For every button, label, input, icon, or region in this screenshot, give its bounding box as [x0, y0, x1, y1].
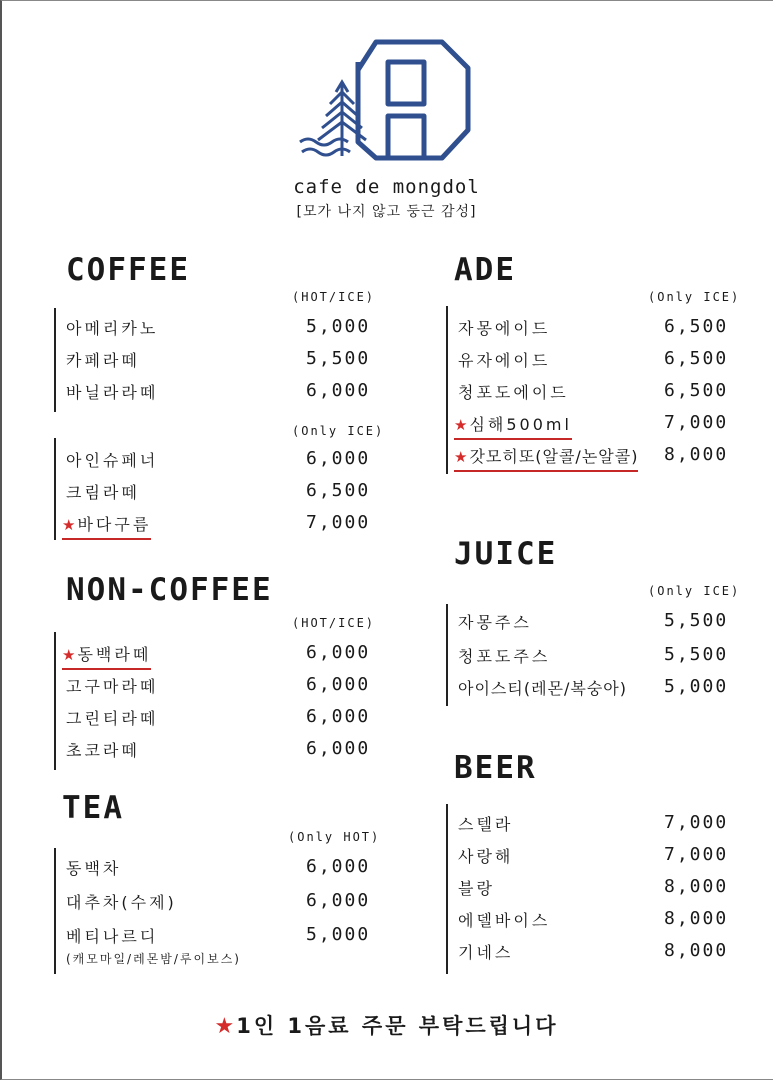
tea-note: (Only HOT) — [288, 830, 381, 844]
item-price: 5,500 — [664, 610, 729, 631]
item-price: 6,000 — [306, 856, 371, 877]
item-name: 바닐라라떼 — [66, 383, 159, 402]
item-price: 5,000 — [306, 316, 371, 337]
item-name: 자몽주스 — [458, 613, 532, 632]
brand-tagline: [모가 나지 않고 둥근 감성] — [296, 204, 477, 220]
item-price: 6,000 — [306, 674, 371, 695]
item-price: 6,500 — [664, 380, 729, 401]
juice-title: JUICE — [454, 536, 558, 572]
mongdol-logo — [296, 38, 476, 164]
item-name: 자몽에이드 — [458, 319, 551, 338]
item-name: 블랑 — [458, 879, 495, 898]
item-name: 그린티라떼 — [66, 709, 159, 728]
star-icon: ★ — [214, 1014, 235, 1039]
item-name: 바다구름 — [77, 515, 152, 534]
item-price: 6,000 — [306, 380, 371, 401]
order-notice — [0, 1010, 773, 1040]
ade-note: (Only ICE) — [648, 290, 741, 304]
noncoffee-note: (HOT/ICE) — [292, 616, 376, 630]
tea-title: TEA — [62, 790, 124, 826]
item-price: 5,500 — [664, 644, 729, 665]
coffee-note-hot-ice: (HOT/ICE) — [292, 290, 376, 304]
item-name: 아인슈페너 — [66, 451, 159, 470]
item-price: 8,000 — [664, 908, 729, 929]
item-price: 5,500 — [306, 348, 371, 369]
item-name: 사랑해 — [458, 847, 514, 866]
item-name: 동백차 — [66, 859, 122, 878]
coffee-title: COFFEE — [66, 252, 190, 288]
star-icon: ★ — [454, 448, 468, 466]
star-icon: ★ — [62, 516, 76, 534]
juice-bar — [446, 604, 448, 706]
item-name: 갓모히또(알콜/논알콜) — [469, 447, 639, 466]
tea-bar — [54, 848, 56, 974]
star-icon: ★ — [454, 416, 468, 434]
item-name: 기네스 — [458, 943, 514, 962]
item-name-highlight — [454, 412, 572, 440]
item-price: 7,000 — [306, 512, 371, 533]
item-price: 8,000 — [664, 940, 729, 961]
beer-bar — [446, 804, 448, 974]
item-name: 스텔라 — [458, 815, 514, 834]
item-name: 아메리카노 — [66, 319, 159, 338]
item-price: 5,000 — [664, 676, 729, 697]
coffee-group1-bar — [54, 308, 56, 412]
item-price: 6,000 — [306, 706, 371, 727]
coffee-note-only-ice: (Only ICE) — [292, 424, 385, 438]
order-notice-text: 1인 1음료 주문 부탁드립니다 — [236, 1014, 559, 1038]
item-price: 8,000 — [664, 444, 729, 465]
item-price: 6,000 — [306, 738, 371, 759]
beer-title: BEER — [454, 750, 537, 786]
item-price: 7,000 — [664, 812, 729, 833]
tea-sub-options: (캐모마일/레몬밤/루이보스) — [66, 952, 241, 966]
item-price: 7,000 — [664, 412, 729, 433]
item-price: 6,000 — [306, 448, 371, 469]
item-price: 6,500 — [306, 480, 371, 501]
item-name: 고구마라떼 — [66, 677, 159, 696]
star-icon: ★ — [62, 646, 76, 664]
juice-note: (Only ICE) — [648, 584, 741, 598]
item-price: 5,000 — [306, 924, 371, 945]
noncoffee-title: NON-COFFEE — [66, 572, 273, 608]
item-price: 6,500 — [664, 348, 729, 369]
item-name: 대추차(수제) — [66, 893, 177, 912]
item-name-highlight — [454, 444, 638, 472]
ade-bar — [446, 306, 448, 474]
item-name: 에델바이스 — [458, 911, 551, 930]
item-name: 카페라떼 — [66, 351, 140, 370]
item-price: 6,500 — [664, 316, 729, 337]
noncoffee-bar — [54, 632, 56, 770]
item-name: 심해500ml — [469, 415, 572, 434]
item-name: 청포도에이드 — [458, 383, 569, 402]
item-price: 6,000 — [306, 642, 371, 663]
item-name-highlight — [62, 512, 151, 540]
item-name: 크림라떼 — [66, 483, 140, 502]
item-name-highlight — [62, 642, 151, 670]
ade-title: ADE — [454, 252, 516, 288]
brand-name: cafe de mongdol — [293, 176, 480, 198]
item-name: 유자에이드 — [458, 351, 551, 370]
item-name: 청포도주스 — [458, 647, 551, 666]
item-name: 동백라떼 — [77, 645, 152, 664]
item-price: 8,000 — [664, 876, 729, 897]
item-name: 초코라떼 — [66, 741, 140, 760]
item-price: 7,000 — [664, 844, 729, 865]
item-name: 베티나르디 — [66, 927, 159, 946]
item-price: 6,000 — [306, 890, 371, 911]
item-name: 아이스티(레몬/복숭아) — [458, 679, 627, 698]
coffee-group2-bar — [54, 438, 56, 540]
